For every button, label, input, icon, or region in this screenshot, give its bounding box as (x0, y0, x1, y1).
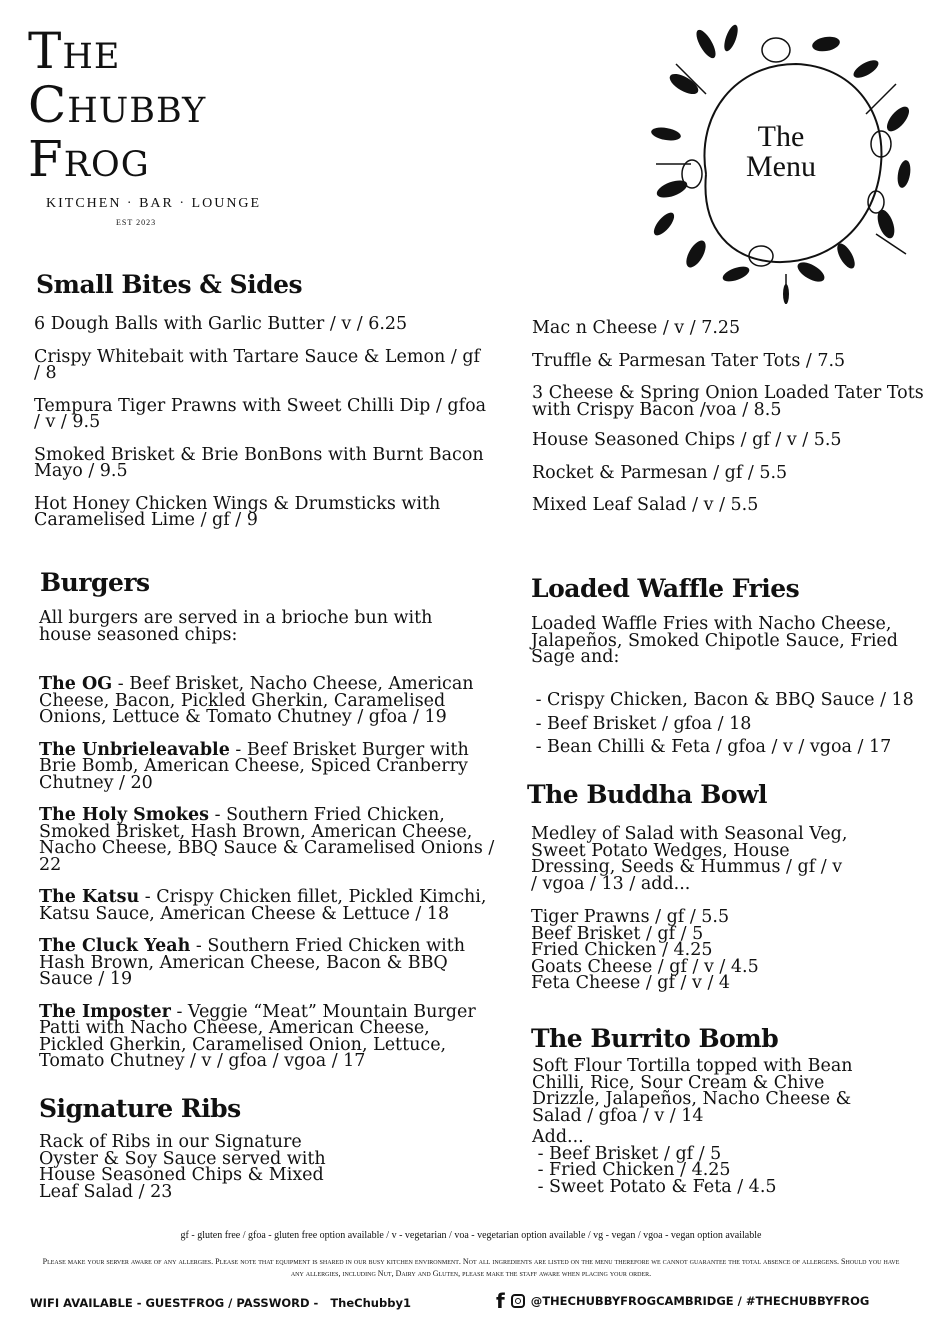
burger-desc: - Beef Brisket, Nacho Cheese, American Cheese, Bacon, Pickled Gherkin, Caramelised Onions, Lettuce & Tomato Chutney / gfoa / 19 (39, 674, 474, 727)
menu-item: Feta Cheese / gf / v / 4 (531, 973, 731, 993)
allergy-notice: Please make your server aware of any allergies. Please note that equipment is shared in our busy kitchen environment. Not all ingredients are listed on the menu therefore we cannot guarantee the total absence of allergens. Should you have any allergies, including Nut, Dairy and Gluten, please make the staff aware when placing your order. (42, 1257, 900, 1278)
burger-desc: - Southern Fried Chicken, Smoked Brisket, Hash Brown, American Cheese, Nacho Cheese, BBQ Sauce & Caramelised Onions / 22 (39, 805, 495, 875)
brand-line-1: The (28, 22, 121, 80)
burrito-adds (532, 1129, 872, 1195)
burger-desc: - Veggie “Meat” Mountain Burger Patti with Nacho Cheese, American Cheese, Pickled Gherkin, Caramelised Onion, Lettuce, Tomato Chutney / v / gfoa / vgoa / 17 (39, 1001, 476, 1071)
menu-item: Crispy Whitebait with Tartare Sauce & Lemon / gf / 8 (34, 346, 480, 383)
waffle-heading: Loaded Waffle Fries (531, 574, 800, 603)
burger-name: The Imposter (39, 1001, 171, 1022)
facebook-icon[interactable]: f (496, 1289, 505, 1313)
menu-item: - Sweet Potato & Feta / 4.5 (532, 1176, 777, 1197)
menu-item: House Seasoned Chips / gf / v / 5.5 (532, 430, 842, 450)
dietary-legend: gf - gluten free / gfoa - gluten free option available / v - vegetarian / voa - vegetarian option available / vg - vegan / vgoa - vegan option available (180, 1230, 762, 1241)
menu-item: Mac n Cheese / v / 7.25 (532, 318, 741, 338)
burger-desc: - Beef Brisket Burger with Brie Bomb, American Cheese, Spiced Cranberry Chutney / 20 (39, 739, 469, 793)
social-links (496, 1289, 870, 1313)
menu-item: Tiger Prawns / gf / 5.5 (531, 907, 730, 927)
small-bites-right-list (532, 320, 927, 514)
menu-item: - Fried Chicken / 4.25 (532, 1160, 731, 1180)
burrito-add-label: Add... (532, 1127, 584, 1147)
burger-item (39, 938, 499, 988)
burger-name: The Katsu (39, 887, 140, 907)
burger-item (39, 889, 499, 922)
brand-subtitle: KITCHEN · BAR · LOUNGE (46, 196, 262, 211)
wreath-line-2: Menu (746, 150, 816, 183)
menu-item: - Beef Brisket / gfoa / 18 (530, 713, 752, 734)
menu-item: Hot Honey Chicken Wings & Drumsticks with Caramelised Lime / gf / 9 (34, 493, 441, 530)
burger-item (39, 1001, 499, 1071)
buddha-desc: Medley of Salad with Seasonal Veg, Sweet Potato Wedges, House Dressing, Seeds & Hummus / gf / v / vgoa / 13 / add... (531, 824, 848, 894)
burrito-desc: Soft Flour Tortilla topped with Bean Chilli, Rice, Sour Cream & Chive Drizzle, Jalapeños, Nacho Cheese & Salad / gfoa / v / 14 (532, 1056, 853, 1126)
burrito-heading: The Burrito Bomb (531, 1024, 779, 1053)
menu-item: - Beef Brisket / gf / 5 (532, 1143, 722, 1164)
menu-item: - Crispy Chicken, Bacon & BBQ Sauce / 18 (530, 690, 914, 710)
menu-item: 3 Cheese & Spring Onion Loaded Tater Tots with Crispy Bacon /voa / 8.5 (532, 383, 924, 420)
menu-item: Smoked Brisket & Brie BonBons with Burnt Bacon Mayo / 9.5 (34, 444, 484, 481)
brand-est: EST 2023 (116, 218, 157, 227)
wreath-line-1: The (757, 120, 805, 153)
burgers-intro: All burgers are served in a brioche bun with house seasoned chips: (39, 608, 433, 645)
burger-item (39, 807, 499, 873)
waffle-intro: Loaded Waffle Fries with Nacho Cheese, Jalapeños, Smoked Chipotle Sauce, Fried Sage and: (531, 614, 898, 667)
brand-line-3: Frog (28, 130, 150, 188)
burger-desc: - Southern Fried Chicken with Hash Brown, American Cheese, Bacon & BBQ Sauce / 19 (39, 936, 465, 989)
menu-item: Tempura Tiger Prawns with Sweet Chilli Dip / gfoa / v / 9.5 (34, 395, 487, 432)
burgers-heading: Burgers (40, 568, 150, 597)
buddha-adds (531, 909, 891, 992)
brand-logo (28, 24, 268, 227)
wifi-info: WIFI AVAILABLE - GUESTFROG / PASSWORD - TheChubby1 (30, 1296, 411, 1310)
menu-item: 6 Dough Balls with Garlic Butter / v / 6.25 (34, 314, 408, 334)
ribs-desc: Rack of Ribs in our Signature Oyster & Soy Sauce served with House Seasoned Chips & Mixed Leaf Salad / 23 (39, 1132, 326, 1202)
wreath-title (636, 122, 926, 182)
menu-item: Rocket & Parmesan / gf / 5.5 (532, 462, 788, 483)
menu-item: Fried Chicken / 4.25 (531, 940, 713, 960)
floral-wreath (636, 24, 926, 304)
small-bites-heading: Small Bites & Sides (36, 270, 303, 299)
burger-name: The Holy Smokes (39, 805, 210, 825)
small-bites-left-list (34, 316, 489, 545)
menu-item: - Bean Chilli & Feta / gfoa / v / vgoa / 17 (530, 737, 892, 757)
buddha-heading: The Buddha Bowl (527, 780, 768, 809)
menu-item: Goats Cheese / gf / v / 4.5 (531, 956, 759, 977)
instagram-icon[interactable] (511, 1294, 525, 1308)
menu-item: Truffle & Parmesan Tater Tots / 7.5 (532, 350, 846, 371)
burger-name: The Unbrieleavable (39, 739, 230, 760)
burger-name: The Cluck Yeah (39, 936, 191, 956)
ribs-heading: Signature Ribs (39, 1094, 241, 1123)
burger-item (39, 676, 499, 726)
burger-item (39, 739, 499, 793)
social-handle: @THECHUBBYFROGCAMBRIDGE / #THECHUBBYFROG (530, 1294, 870, 1308)
burger-name: The OG (39, 674, 113, 694)
menu-item: Mixed Leaf Salad / v / 5.5 (532, 495, 759, 515)
burgers-list (39, 676, 499, 1070)
burger-desc: - Crispy Chicken fillet, Pickled Kimchi, Katsu Sauce, American Cheese & Lettuce / 18 (39, 887, 487, 924)
waffle-options (530, 692, 930, 756)
menu-item: Beef Brisket / gf / 5 (531, 923, 704, 944)
brand-line-2: Chubby (28, 76, 207, 134)
